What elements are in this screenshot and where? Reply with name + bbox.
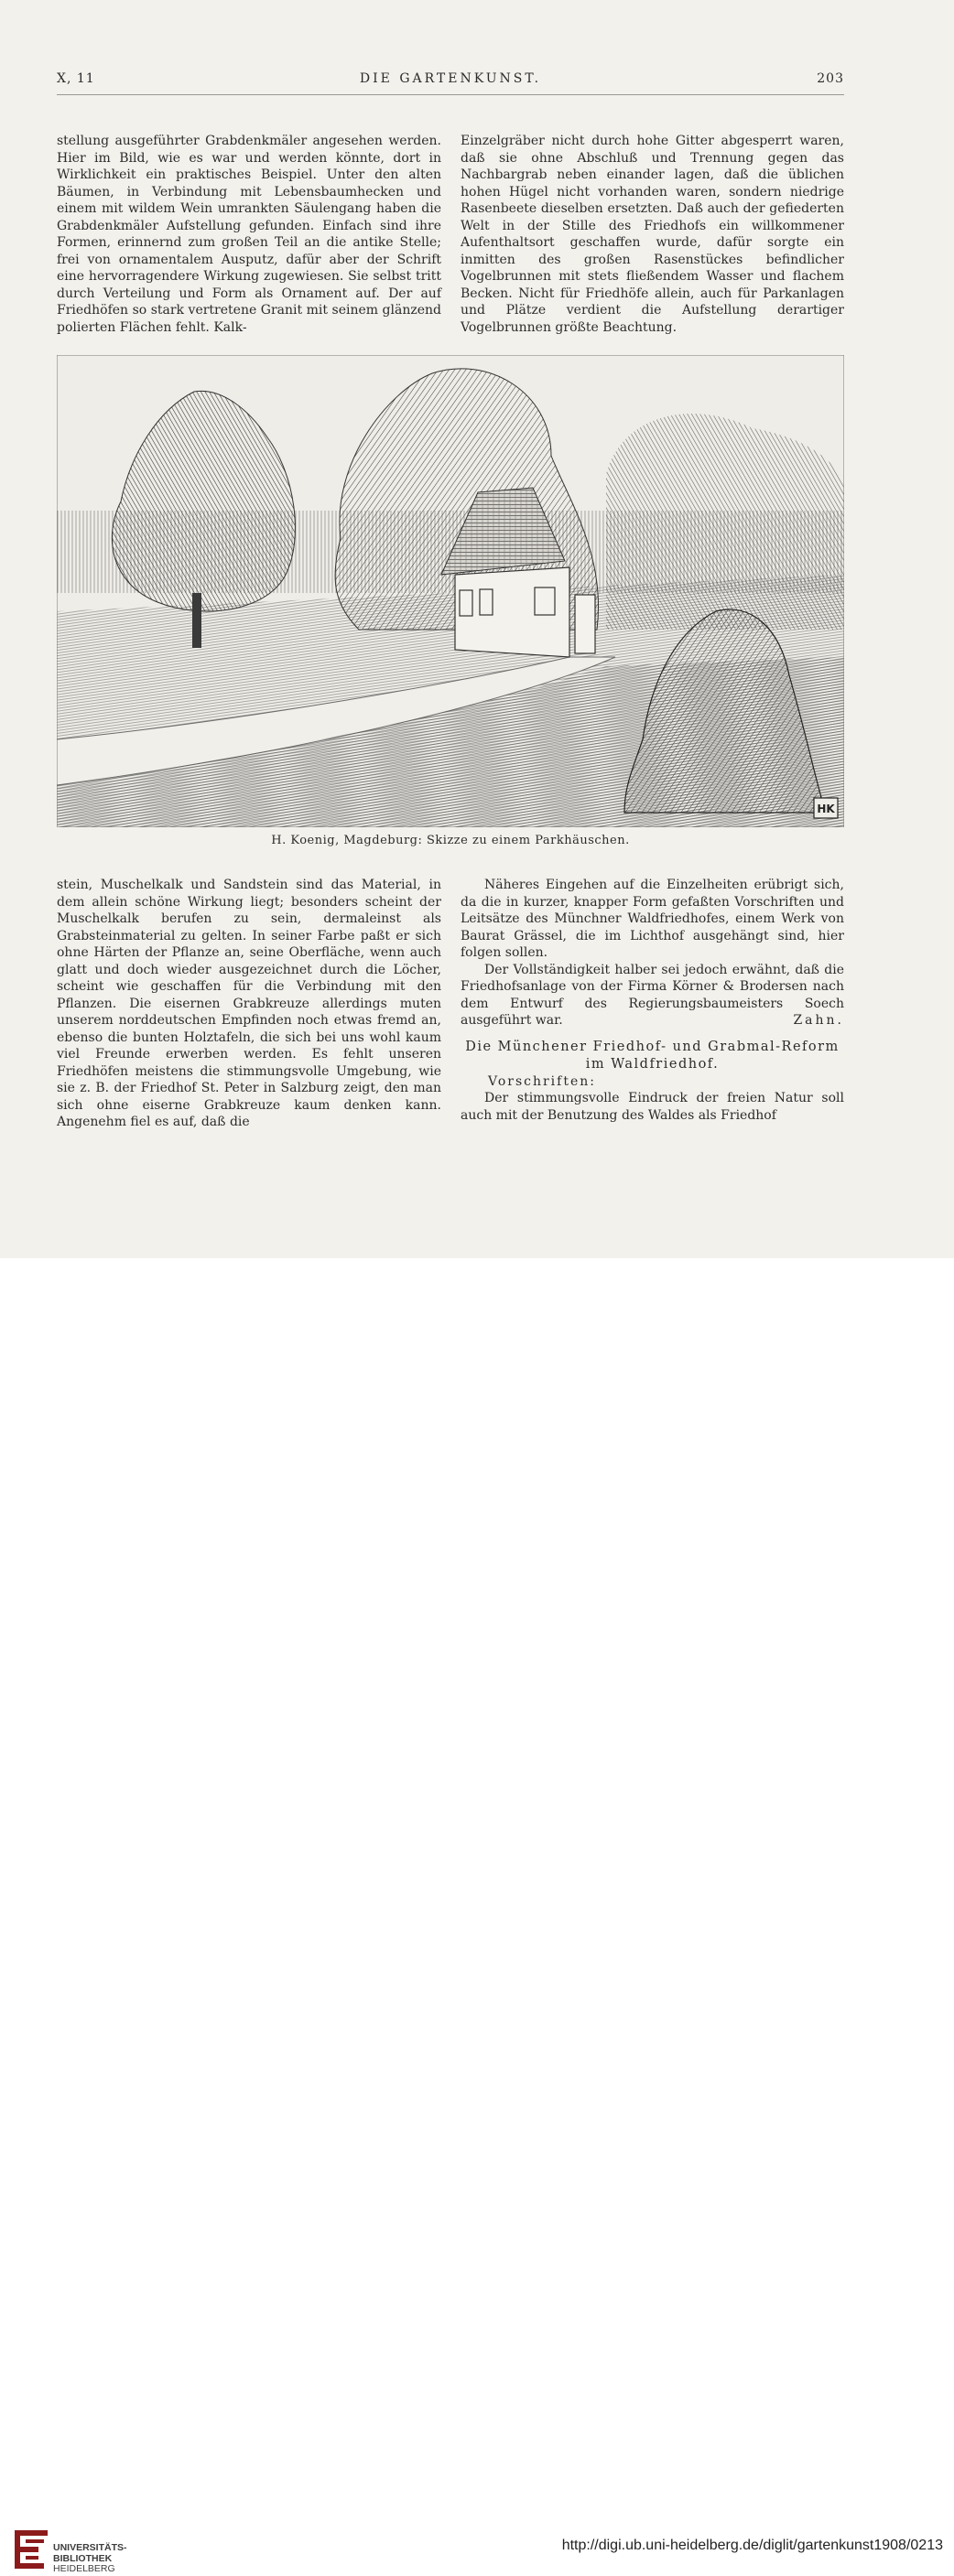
paragraph: stellung ausgeführter Grabdenkmäler angesehen werden. Hier im Bild, wie es war und werden könnte, dort in Wirklichkeit ein praktisches Beispiel. Unter den alten Bäumen, in Verbindung mit Lebensbaumhecken und einem mit wildem Wein umrankten Säulengang haben die Grabdenkmäler Aufstellung gefunden. Einfach sind ihre Formen, erinnernd zum großen Teil an die antike Stelle; frei von ornamentalem Ausputz, dafür aber der Schrift eine hervorragendere Wirkung zugewiesen. Sie selbst tritt durch Verteilung und Form als Ornament auf. Der auf Friedhöfen so stark vertretene Granit mit seinem glänzend polierten Flächen fehlt. Kalk- [57, 134, 441, 335]
paragraph: Näheres Eingehen auf die Einzelheiten erübrigt sich, da die in kurzer, knapper Form gefaßten Vorschriften und Leitsätze des Münchner Waldfriedhofes, einem Werk von Baurat Grässel, die im Lichthof ausgehängt sind, hier folgen sollen. [461, 878, 844, 960]
fir-tree-trunk [192, 593, 201, 648]
bottom-right-column [461, 877, 844, 1124]
section-title-line-1: Die Münchener Friedhof- und Grabmal-Reform [465, 1039, 840, 1054]
author-signature: Zahn. [793, 1013, 844, 1028]
paragraph-text: Der Vollständigkeit halber sei jedoch erwähnt, daß die Friedhofsanlage von der Firma Körner & Brodersen nach dem Entwurf des Regierungsbaumeisters Soech ausgeführt war. [461, 962, 844, 1028]
subheading: Vorschriften: [488, 1073, 596, 1089]
digitization-url[interactable]: http://digi.ub.uni-heidelberg.de/diglit/gartenkunst1908/0213 [561, 2538, 943, 2553]
header-journal-title: DIE GARTENKUNST. [359, 71, 542, 86]
library-logo-icon [11, 2528, 49, 2576]
illustration-park-house [57, 355, 844, 827]
header-rule [57, 94, 844, 95]
bottom-left-column [57, 877, 441, 1131]
monogram [814, 798, 838, 818]
running-header [57, 71, 844, 92]
paragraph: Einzelgräber nicht durch hohe Gitter abgesperrt waren, daß sie ohne Abschluß und Trennung gegen das Nachbargrab neben einander lagen, daß die üblichen hohen Hügel nicht vorhanden waren, sondern niedrige Rasenbeete dieselben ersetzten. Daß auch der gefiederten Welt in der Stille des Friedhofs ein willkommener Aufenthaltsort geschaffen wurde, dafür sorgte ein inmitten des großen Rasenstückes befindlicher Vogelbrunnen mit stets fließendem Wasser und flachem Becken. Nicht für Friedhöfe allein, auch für Parkanlagen und Plätze verdient die Aufstellung derartiger Vogelbrunnen größte Beachtung. [461, 134, 844, 335]
paragraph-with-signature [461, 962, 844, 1029]
section-title [461, 1039, 844, 1073]
top-right-column [461, 133, 844, 336]
header-volume: X, 11 [57, 71, 95, 86]
svg-text:HK: HK [817, 803, 835, 815]
library-name [53, 2543, 127, 2575]
header-page-number: 203 [817, 71, 844, 86]
top-left-column [57, 133, 441, 336]
paragraph: stein, Muschelkalk und Sandstein sind das Material, in dem allein schöne Wirkung liegt; besonders scheint der Muschelkalk berufen zu sein, dermaleinst als Grabsteinmaterial zu gelten. In seiner Farbe paßt er sich ohne Härten der Pflanze an, seine Oberfläche, wenn auch glatt und doch wieder ausgezeichnet durch die Löcher, scheint wie geschaffen für die Verbindung mit den Pflanzen. Die eisernen Grabkreuze allerdings muten unserem norddeutschen Empfinden noch etwas fremd an, ebenso die bunten Holztafeln, die sich bei uns wohl kaum viel Freunde erwerben werden. Es fehlt unseren Friedhöfen meistens die stimmungsvolle Umgebung, wie sie z. B. der Friedhof St. Peter in Salzburg zeigt, den man sich ohne eiserne Grabkreuze kaum denken kann. Angenehm fiel es auf, daß die [57, 878, 441, 1129]
scanned-page [0, 0, 954, 1258]
library-line: HEIDELBERG [53, 2563, 115, 2574]
digitization-footer [0, 1258, 954, 2574]
paragraph: Der stimmungsvolle Eindruck der freien Natur soll auch mit der Benutzung des Waldes als Friedhof [461, 1091, 844, 1123]
library-line: BIBLIOTHEK [53, 2552, 113, 2564]
section-title-line-2: im Waldfriedhof. [585, 1056, 720, 1072]
library-line: UNIVERSITÄTS- [53, 2542, 127, 2553]
house-door [575, 595, 595, 653]
figure-caption: H. Koenig, Magdeburg: Skizze zu einem Parkhäuschen. [271, 834, 630, 847]
